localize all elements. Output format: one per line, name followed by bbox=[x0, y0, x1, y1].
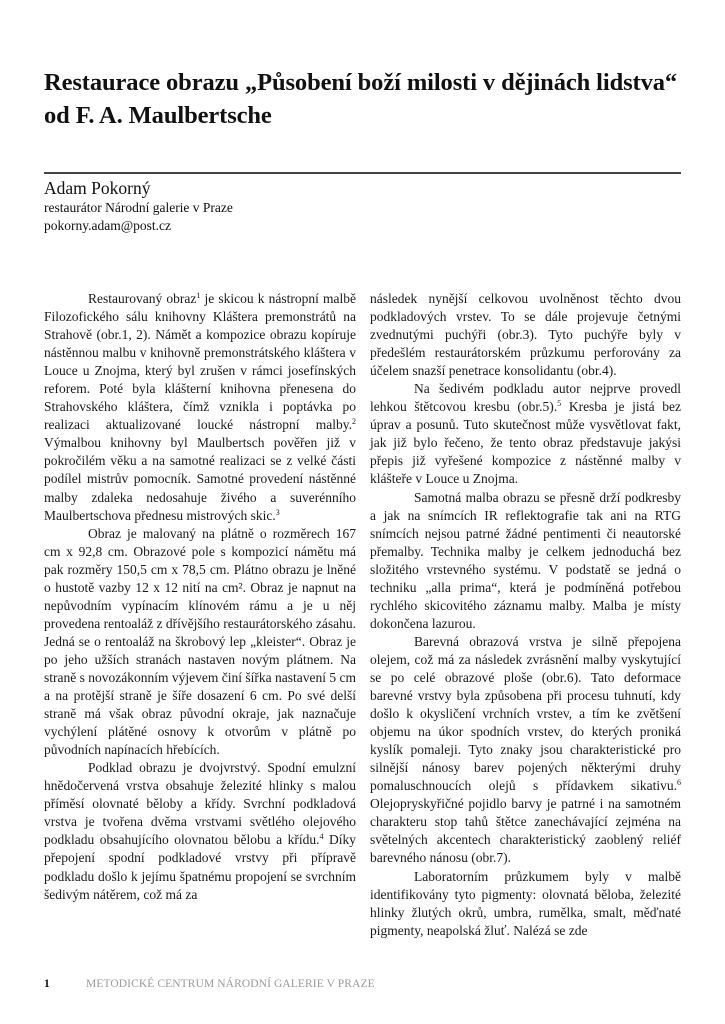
paragraph-text: Výmalbou knihovny byl Maulbertsch pověřen již v pokročilém věku a na samotné realizaci se z velké části podílel mistrův pomocník. Samotné provedení nástěnné malby zdaleka nedosahuje živého a suverénního Maulbertschova přednesu mistrových skic. bbox=[44, 435, 356, 523]
paragraph-text: Na šedivém podkladu autor nejprve provedl lehkou štětcovou kresbu (obr.5). bbox=[370, 381, 681, 415]
paragraph-text: Kresba je jistá bez úprav a posunů. Tuto skutečnost může vysvětlovat fakt, jak již bylo řečeno, že tento obraz představuje jakýsi přepis již vyřešené kompozice z nástěnné malby v klášteře v Louce u Znojma. bbox=[370, 399, 681, 487]
paragraph-text: je skicou k nástropní malbě Filozofického sálu knihovny Kláštera premonstrátů na Strahově (obr.1, 2). Námět a kompozice obrazu kopíruje nástěnnou malbu v knihovně premonstrátského kláštera v Louce u Znojma, který byl zrušen v rámci josefínských reforem. Poté byla klášterní knihovna přenesena do Strahovského kláštera, čímž vznikla i poptávka po realizaci aktualizované loucké nástropní malby. bbox=[44, 291, 357, 433]
body-paragraph bbox=[44, 525, 356, 760]
paragraph-text: Díky přepojení spodní podkladové vrstvy při přípravě podkladu došlo k jejímu špatnému propojení se svrchním šedivým nátěrem, což má za bbox=[44, 832, 356, 902]
author-block bbox=[44, 177, 544, 235]
paragraph-text: Olejopryskyřičné pojidlo barvy je patrné i na samotném charakteru stop tahů štětce zanechávající zejména na světelných akcentech charakteristický zaoblený reliéf barevného nánosu (obr.7). bbox=[370, 796, 681, 866]
article-title: Restaurace obrazu „Působení boží milosti v dějinách lidstva“ od F. A. Maulbertsche bbox=[44, 69, 678, 129]
footnote-reference: 6 bbox=[677, 778, 681, 788]
body-paragraph bbox=[44, 290, 356, 525]
body-paragraph bbox=[44, 759, 356, 903]
page-footer bbox=[44, 977, 375, 991]
body-column-right bbox=[370, 290, 681, 940]
footnote-reference: 3 bbox=[275, 507, 280, 517]
footnote-reference: 4 bbox=[319, 832, 324, 842]
publication-name: METODICKÉ CENTRUM NÁRODNÍ GALERIE V PRAZE bbox=[86, 978, 375, 990]
paragraph-text: Samotná malba obrazu se přesně drží podkresby a jak na snímcích IR reflektografie tak ani na RTG snímcích nejsou patrné žádné pentimenti či neautorské přemalby. Technika malby je celkem jednoduchá bez složitého vrstevného systému. V podstatě se jedná o techniku „alla prima“, která je podmíněná potřebou rychlého skicovitého záznamu malby. Malba je místy dokončena lazurou. bbox=[370, 489, 681, 631]
author-email: pokorny.adam@post.cz bbox=[44, 218, 172, 233]
paragraph-text: Barevná obrazová vrstva je silně přepojena olejem, což má za následek zvrásnění malby vyskytující se po celé obrazové ploše (obr.6). Tato deformace barevné vrstvy byla způsobena při procesu tuhnutí, kdy došlo k okysličení vrchních vrstev, a tím ke zvětšení objemu na úkor spodních vrstev, do kterých proniká kyslík pomaleji. Tyto znaky jsou charakteristické pro silnější nánosy barev pojených některými druhy pomaluschnoucích olejů s přídavkem sikativu. bbox=[370, 633, 681, 794]
body-paragraph bbox=[370, 489, 681, 633]
paragraph-text: Podklad obrazu je dvojvrstvý. Spodní emulzní hnědočervená vrstva obsahuje železité hlinky s malou příměsí olovnaté běloby a křídy. Svrchní podkladová vrstva je tvořena dvěma vrstvami světlého olejového podkladu obsahujícího olovnatou bělobu a křídu. bbox=[44, 760, 356, 848]
page-number: 1 bbox=[44, 978, 50, 990]
body-paragraph bbox=[370, 633, 681, 868]
body-paragraph bbox=[370, 868, 681, 940]
footnote-reference: 1 bbox=[196, 291, 201, 300]
body-paragraph bbox=[370, 380, 681, 488]
body-paragraph bbox=[370, 290, 681, 380]
paragraph-text: Obraz je malovaný na plátně o rozměrech 167 cm x 92,8 cm. Obrazové pole s kompozicí námětu má pak rozměry 150,5 cm x 78,5 cm. Plátno obrazu je lněné o hustotě vazby 12 x 12 nití na cm². Obraz je napnut na nepůvodním vypínacím klínovém rámu a je u něj provedena rentoaláž z dřívějšího restaurátorského zásahu. Jedná se o rentoaláž na škrobový lep „kleister“. Obraz je po jeho užších stranách nastaven novým plátnem. Na straně s novozákonním výjevem činí šířka nastavení 5 cm a na protější straně je šíře dosazení 6 cm. Po své delší straně má však obraz původní okraje, jak naznačuje vychýlení plátěné osnovy k otvorům v plátně po původních napínacích hřebících. bbox=[44, 525, 356, 758]
author-affiliation: restaurátor Národní galerie v Praze bbox=[44, 200, 233, 215]
body-column-left bbox=[44, 290, 356, 904]
paragraph-text: Restaurovaný obraz bbox=[88, 291, 197, 306]
author-name: Adam Pokorný bbox=[44, 178, 151, 198]
paragraph-text: Laboratorním průzkumem byly v malbě identifikovány tyto pigmenty: olovnatá běloba, železité hlinky žlutých okrů, umbra, rumělka, smalt, měďnaté pigmenty, neapolská žluť. Nalézá se zde bbox=[370, 868, 681, 938]
footnote-reference: 5 bbox=[557, 399, 562, 409]
paragraph-text: následek nynější celkovou uvolněnost těchto dvou podkladových vrstev. To se dále projevuje četnými zvednutými puchýři (obr.3). Tyto puchýře byly v předešlém restaurátorském průzkumu perforovány za účelem snazší penetrace konsolidantu (obr.4). bbox=[370, 291, 681, 379]
title-divider bbox=[44, 172, 681, 174]
footnote-reference: 2 bbox=[352, 417, 356, 427]
